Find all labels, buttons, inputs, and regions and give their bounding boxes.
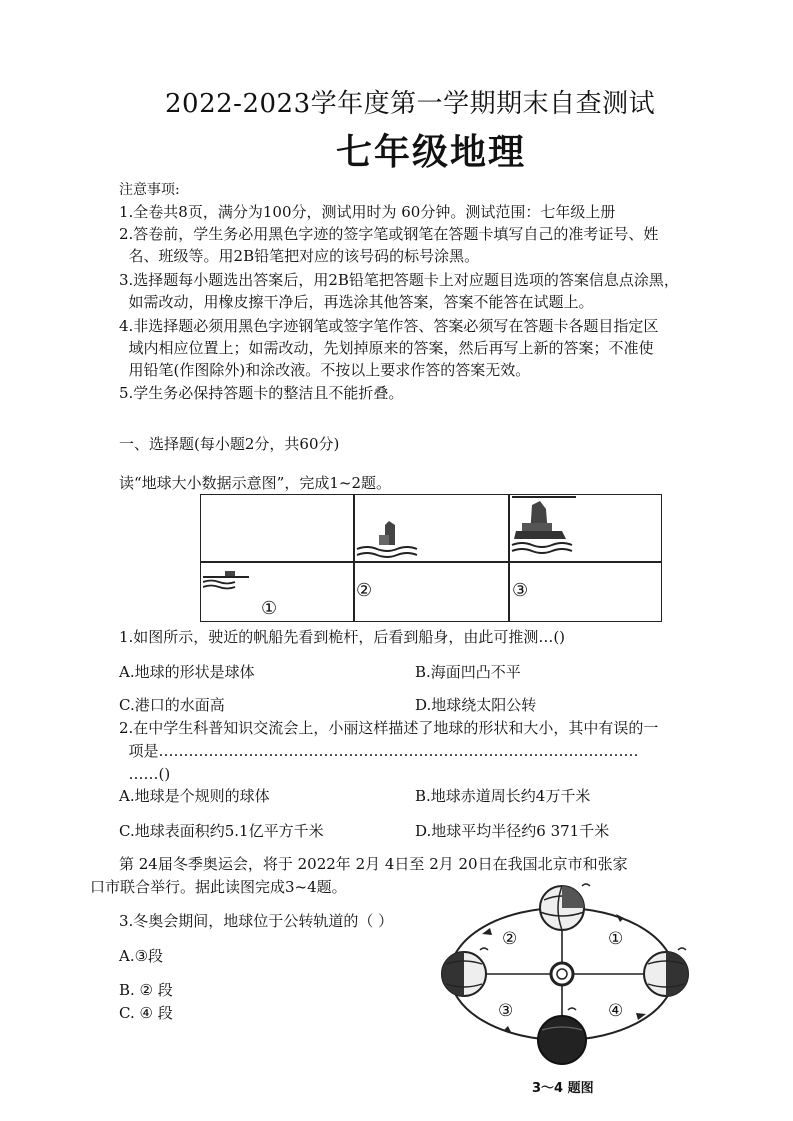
earth-bottom-icon bbox=[538, 1016, 586, 1064]
q1-option-a: A.地球的形状是球体 bbox=[119, 663, 255, 681]
orbit-segment-4: ④ bbox=[608, 1001, 624, 1021]
q2-option-b: B.地球赤道周长约4万千米 bbox=[415, 787, 591, 805]
q1-option-b: B.海面凹凸不平 bbox=[415, 663, 521, 681]
orbit-segment-3: ③ bbox=[498, 1001, 514, 1021]
notes-heading: 注意事项: bbox=[119, 182, 180, 198]
ship-sketch-icon bbox=[510, 495, 660, 559]
question-2-stem: 项是…………………………………………………………………………………… bbox=[119, 742, 639, 760]
q2-option-d: D.地球平均半径约6 371千米 bbox=[415, 822, 610, 840]
note-line: 名、班级等。用2B铅笔把对应的该号码的标号涂黑。 bbox=[119, 247, 480, 265]
mast-tip-sketch-icon bbox=[203, 565, 263, 595]
q3-option-a: A.③段 bbox=[119, 947, 164, 965]
q3-option-b: B. ② 段 bbox=[119, 981, 173, 999]
question-intro: 口市联合举行。据此读图完成3~4题。 bbox=[90, 878, 347, 896]
figure-label-3: ③ bbox=[512, 580, 529, 601]
q3-option-c: C. ④ 段 bbox=[119, 1004, 173, 1022]
question-intro: 第 24届冬季奥运会，将于 2022年 2月 4日至 2月 20日在我国北京市和张家 bbox=[119, 855, 628, 873]
q1-option-c: C.港口的水面高 bbox=[119, 696, 225, 714]
note-line: 3.选择题每小题选出答案后，用2B铅笔把答题卡上对应题目选项的答案信息点涂黑， bbox=[119, 271, 679, 289]
earth-top-icon bbox=[540, 886, 584, 930]
ship-figure bbox=[200, 494, 662, 622]
question-2-stem: 2.在中学生科普知识交流会上，小丽这样描述了地球的形状和大小，其中有误的一 bbox=[119, 719, 659, 737]
note-line: 如需改动，用橡皮擦干净后，再选涂其他答案，答案不能答在试题上。 bbox=[119, 293, 594, 311]
q2-option-c: C.地球表面积约5.1亿平方千米 bbox=[119, 822, 324, 840]
question-2-stem: ……() bbox=[119, 765, 171, 783]
section-heading: 一、选择题(每小题2分，共60分) bbox=[119, 435, 340, 453]
note-line: 2.答卷前，学生务必用黑色字迹的签字笔或钢笔在答题卡填写自己的准考证号、姓 bbox=[119, 225, 659, 243]
earth-left-icon bbox=[442, 952, 486, 996]
page-title: 2022-2023学年度第一学期期末自查测试 bbox=[165, 89, 656, 119]
figure-label-1: ① bbox=[261, 598, 278, 619]
q2-option-a: A.地球是个规则的球体 bbox=[119, 787, 270, 805]
note-line: 5.学生务必保持答题卡的整洁且不能折叠。 bbox=[119, 384, 404, 402]
mast-sketch-icon bbox=[355, 511, 505, 559]
note-line: 4.非选择题必须用黑色字迹钢笔或签字笔作答、答案必须写在答题卡各题目指定区 bbox=[119, 317, 659, 335]
question-intro: 读“地球大小数据示意图”，完成1~2题。 bbox=[119, 474, 391, 492]
earth-orbit-figure bbox=[428, 878, 696, 1100]
earth-right-icon bbox=[644, 952, 688, 996]
note-line: 域内相应位置上；如需改动，先划掉原来的答案，然后再写上新的答案；不准使 bbox=[119, 339, 654, 357]
figure-label-2: ② bbox=[356, 580, 373, 601]
orbit-segment-2: ② bbox=[502, 929, 518, 949]
q1-option-d: D.地球绕太阳公转 bbox=[415, 696, 537, 714]
orbit-segment-1: ① bbox=[608, 929, 624, 949]
figure-caption: 3～4 题图 bbox=[532, 1081, 594, 1096]
note-line: 用铅笔(作图除外)和涂改液。不按以上要求作答的答案无效。 bbox=[119, 361, 531, 379]
question-1-stem: 1.如图所示，驶近的帆船先看到桅杆，后看到船身，由此可推测…() bbox=[119, 628, 566, 646]
note-line: 1.全卷共8页，满分为100分，测试用时为 60分钟。测试范围：七年级上册 bbox=[119, 203, 616, 221]
page-subtitle: 七年级地理 bbox=[336, 131, 527, 173]
question-3-stem: 3.冬奥会期间，地球位于公转轨道的（ ） bbox=[119, 912, 394, 930]
